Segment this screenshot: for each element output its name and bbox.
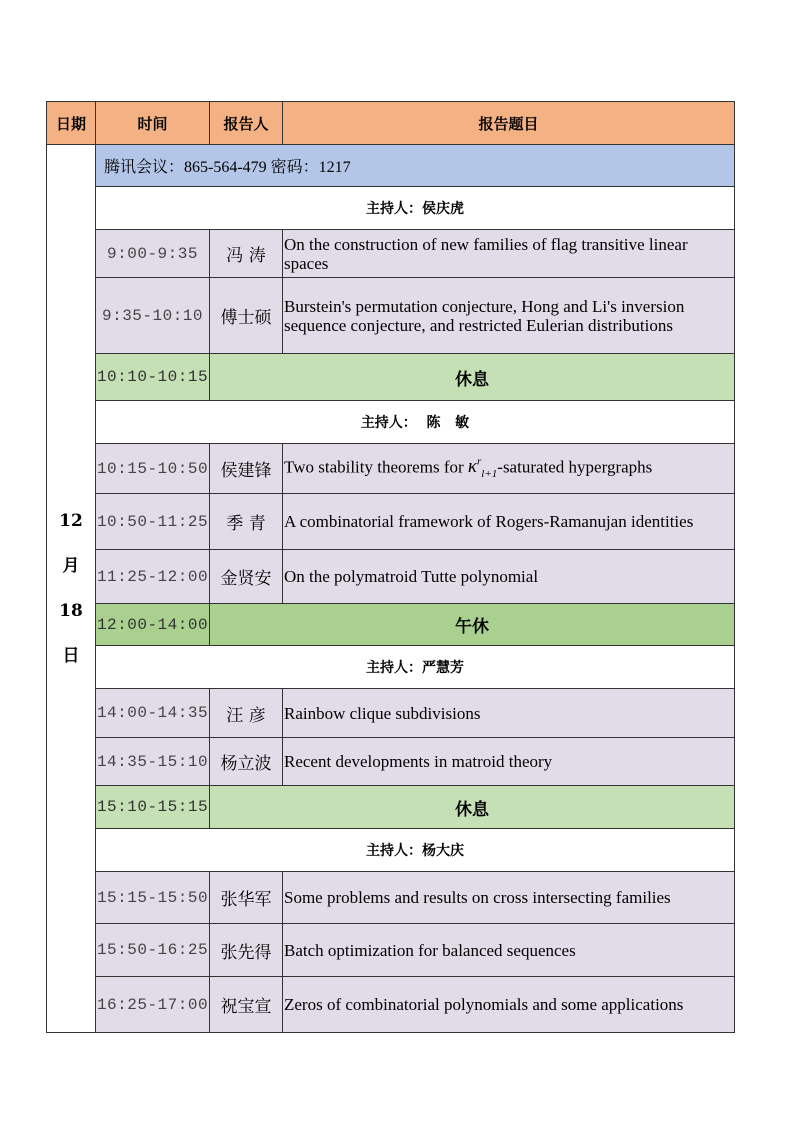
kappa-symbol: $\kappa^r_{l+1}$ — [467, 455, 498, 481]
chair-label: 主持人：杨大庆 — [96, 829, 735, 872]
tencent-row — [47, 145, 735, 187]
date-month-char: 月 — [62, 555, 80, 576]
date-day-char: 日 — [62, 645, 80, 666]
break-time: 15:10-15:15 — [96, 786, 210, 829]
date-month-number: 12 — [59, 510, 83, 531]
talk-time: 16:25-17:00 — [96, 977, 210, 1033]
lunch-row — [47, 604, 735, 646]
talk-time: 14:00-14:35 — [96, 689, 210, 738]
talk-speaker: 侯建锋 — [210, 444, 283, 494]
talk-title: Some problems and results on cross intersecting families — [283, 872, 735, 924]
talk-speaker: 张先得 — [210, 924, 283, 977]
talk-time: 10:50-11:25 — [96, 494, 210, 550]
talk-speaker: 冯 涛 — [210, 230, 283, 278]
talk-title: On the polymatroid Tutte polynomial — [283, 550, 735, 604]
header-row — [47, 102, 735, 145]
talk-speaker: 祝宝宣 — [210, 977, 283, 1033]
tencent-meeting-info: 腾讯会议：865-564-479 密码：1217 — [96, 145, 735, 187]
table-row — [47, 278, 735, 354]
talk-time: 9:35-10:10 — [96, 278, 210, 354]
break-row — [47, 354, 735, 401]
table-row — [47, 872, 735, 924]
break-row — [47, 786, 735, 829]
talk-time: 9:00-9:35 — [96, 230, 210, 278]
table-row — [47, 494, 735, 550]
talk-title-text-before: Two stability theorems for — [284, 457, 464, 477]
header-time: 时间 — [96, 102, 210, 145]
talk-title — [283, 444, 735, 494]
chair-row — [47, 401, 735, 444]
talk-title: A combinatorial framework of Rogers-Ramanujan identities — [283, 494, 735, 550]
break-time: 12:00-14:00 — [96, 604, 210, 646]
break-label: 休息 — [210, 786, 735, 829]
talk-title: Batch optimization for balanced sequences — [283, 924, 735, 977]
header-speaker: 报告人 — [210, 102, 283, 145]
talk-title: On the construction of new families of flag transitive linear spaces — [283, 230, 735, 278]
table-row — [47, 738, 735, 786]
talk-speaker: 张华军 — [210, 872, 283, 924]
date-day-number: 18 — [59, 600, 83, 621]
talk-time: 10:15-10:50 — [96, 444, 210, 494]
talk-title-text-after: -saturated hypergraphs — [497, 457, 653, 477]
talk-speaker: 金贤安 — [210, 550, 283, 604]
talk-time: 14:35-15:10 — [96, 738, 210, 786]
table-row — [47, 977, 735, 1033]
talk-time: 15:50-16:25 — [96, 924, 210, 977]
talk-speaker: 汪 彦 — [210, 689, 283, 738]
talk-speaker: 杨立波 — [210, 738, 283, 786]
talk-time: 15:15-15:50 — [96, 872, 210, 924]
table-row — [47, 550, 735, 604]
break-label: 午休 — [210, 604, 735, 646]
break-label: 休息 — [210, 354, 735, 401]
talk-title: Rainbow clique subdivisions — [283, 689, 735, 738]
date-column — [47, 145, 96, 1033]
chair-row — [47, 646, 735, 689]
talk-speaker: 季 青 — [210, 494, 283, 550]
chair-row — [47, 187, 735, 230]
table-row — [47, 444, 735, 494]
break-time: 10:10-10:15 — [96, 354, 210, 401]
chair-label: 主持人：严慧芳 — [96, 646, 735, 689]
header-date: 日期 — [47, 102, 96, 145]
table-row — [47, 924, 735, 977]
chair-label: 主持人： 陈 敏 — [96, 401, 735, 444]
talk-title: Zeros of combinatorial polynomials and some applications — [283, 977, 735, 1033]
talk-time: 11:25-12:00 — [96, 550, 210, 604]
header-title: 报告题目 — [283, 102, 735, 145]
chair-row — [47, 829, 735, 872]
talk-title: Recent developments in matroid theory — [283, 738, 735, 786]
table-row — [47, 230, 735, 278]
schedule-table — [46, 101, 735, 1033]
talk-speaker: 傅士硕 — [210, 278, 283, 354]
table-row — [47, 689, 735, 738]
chair-label: 主持人：侯庆虎 — [96, 187, 735, 230]
talk-title: Burstein's permutation conjecture, Hong and Li's inversion sequence conjecture, and restricted Eulerian distributions — [283, 278, 735, 354]
